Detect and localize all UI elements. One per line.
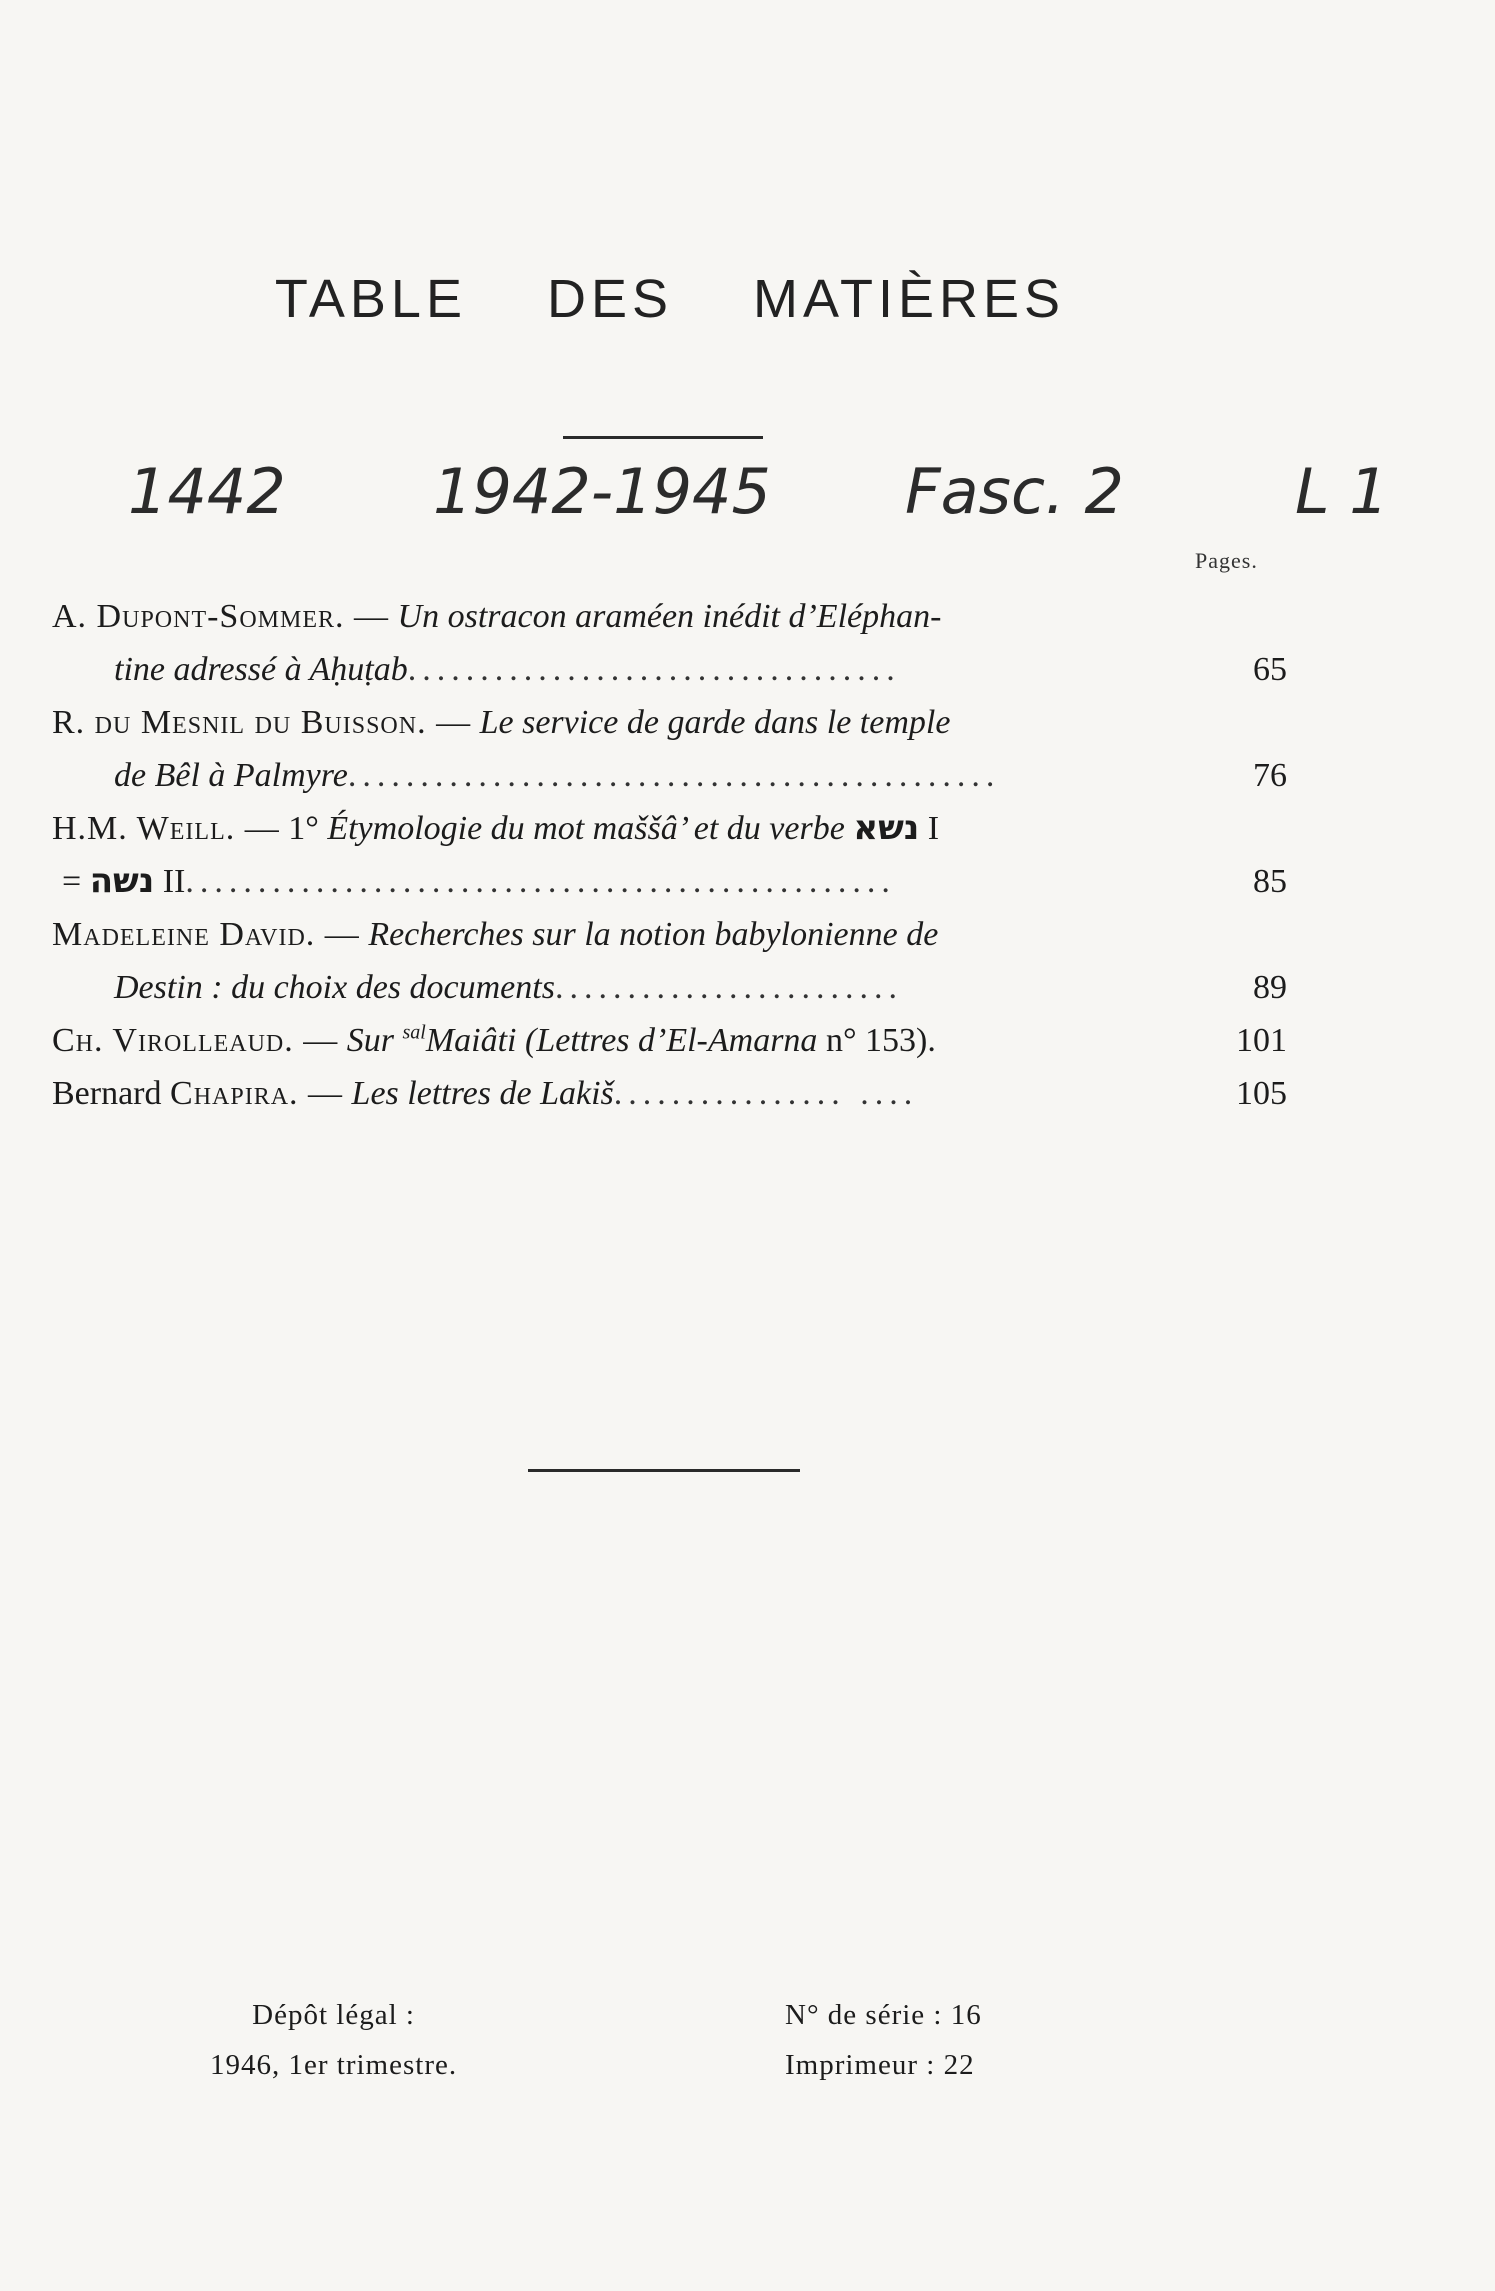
- toc-title: Maiâti: [425, 1022, 517, 1059]
- roman-numeral: I: [927, 810, 940, 847]
- bottom-divider: [528, 1469, 800, 1472]
- toc-title-continued: Destin : du choix des documents: [114, 969, 555, 1006]
- toc-line: [52, 590, 1287, 643]
- toc-title: Le service de garde dans le temple: [479, 704, 951, 741]
- toc-page-number: 105: [1236, 1075, 1287, 1112]
- toc-item-number: 1°: [288, 810, 319, 847]
- toc-line: [52, 749, 1287, 802]
- toc-line: [52, 696, 1287, 749]
- toc-author: R. du Mesnil du Buisson. —: [52, 704, 472, 741]
- printer-number: Imprimeur : 22: [785, 2049, 975, 2081]
- legal-deposit: [210, 1990, 457, 2090]
- title-word: DES: [546, 269, 674, 329]
- toc-title: Les lettres de Lakiš: [351, 1075, 614, 1112]
- toc-title-number: n° 153).: [825, 1022, 936, 1059]
- handwritten-fascicle: Fasc. 2: [905, 455, 1124, 528]
- handwritten-shelfmark: L 1: [1295, 455, 1389, 528]
- toc-author: Chapira. —: [170, 1075, 344, 1112]
- toc-author: Madeleine David. —: [52, 916, 360, 953]
- dot-leader: ................ ....: [613, 1075, 919, 1112]
- toc-page-number: 65: [1253, 651, 1287, 688]
- toc-page-number: 89: [1253, 969, 1287, 1006]
- toc-line: [52, 908, 1287, 961]
- toc-author-first: Bernard: [52, 1075, 162, 1112]
- dot-leader: .................................................: [185, 863, 896, 900]
- toc-title-continued: tine adressé à Aḥuṭab: [114, 651, 408, 688]
- toc-author: H.M. Weill. —: [52, 810, 280, 847]
- superscript-determinative: sal: [402, 1021, 426, 1044]
- toc-page-number: 85: [1253, 863, 1287, 900]
- series-number: N° de série : 16: [785, 1999, 982, 2031]
- toc-author: A. Dupont-Sommer. —: [52, 598, 390, 635]
- top-divider: [563, 436, 763, 439]
- toc-author: Ch. Virolleaud. —: [52, 1022, 339, 1059]
- toc-page-number: 76: [1253, 757, 1287, 794]
- pages-column-label: Pages.: [1195, 548, 1258, 573]
- toc-line: [52, 1014, 1287, 1067]
- dot-leader: ........................: [554, 969, 903, 1006]
- toc-page-number: 101: [1236, 1022, 1287, 1059]
- toc-line: [52, 961, 1287, 1014]
- title-word: TABLE: [274, 269, 467, 329]
- printer-info: [785, 1990, 982, 2090]
- dot-leader: .............................................: [347, 757, 1001, 794]
- toc-line: [52, 643, 1287, 696]
- equals-sign: =: [62, 863, 82, 900]
- title-word: MATIÈRES: [753, 269, 1066, 329]
- toc-title: Recherches sur la notion babylonienne de: [368, 916, 939, 953]
- toc-title-prefix: Sur: [346, 1022, 394, 1059]
- roman-numeral: II: [162, 863, 186, 900]
- toc-title: Un ostracon araméen inédit d’Eléphan-: [397, 598, 942, 635]
- page-title: [0, 268, 1340, 330]
- handwritten-years: 1942-1945: [433, 455, 771, 528]
- hebrew-word: נשה: [89, 861, 155, 901]
- handwritten-annotation: [0, 455, 1495, 555]
- legal-deposit-date: 1946, 1er trimestre.: [210, 2049, 458, 2081]
- toc-title-continued: de Bêl à Palmyre: [114, 757, 348, 794]
- toc-line: [52, 1067, 1287, 1120]
- hebrew-word: נשא: [853, 808, 920, 848]
- table-of-contents: [52, 590, 1287, 1120]
- handwritten-number: 1442: [128, 455, 286, 528]
- toc-title: Étymologie du mot maššâ’ et du verbe: [327, 810, 845, 847]
- toc-title-source: (Lettres d’El-Amarna: [525, 1022, 818, 1059]
- toc-line: [52, 855, 1287, 908]
- legal-deposit-label: Dépôt légal :: [252, 1999, 415, 2031]
- toc-line: [52, 802, 1287, 855]
- dot-leader: ..................................: [407, 651, 901, 688]
